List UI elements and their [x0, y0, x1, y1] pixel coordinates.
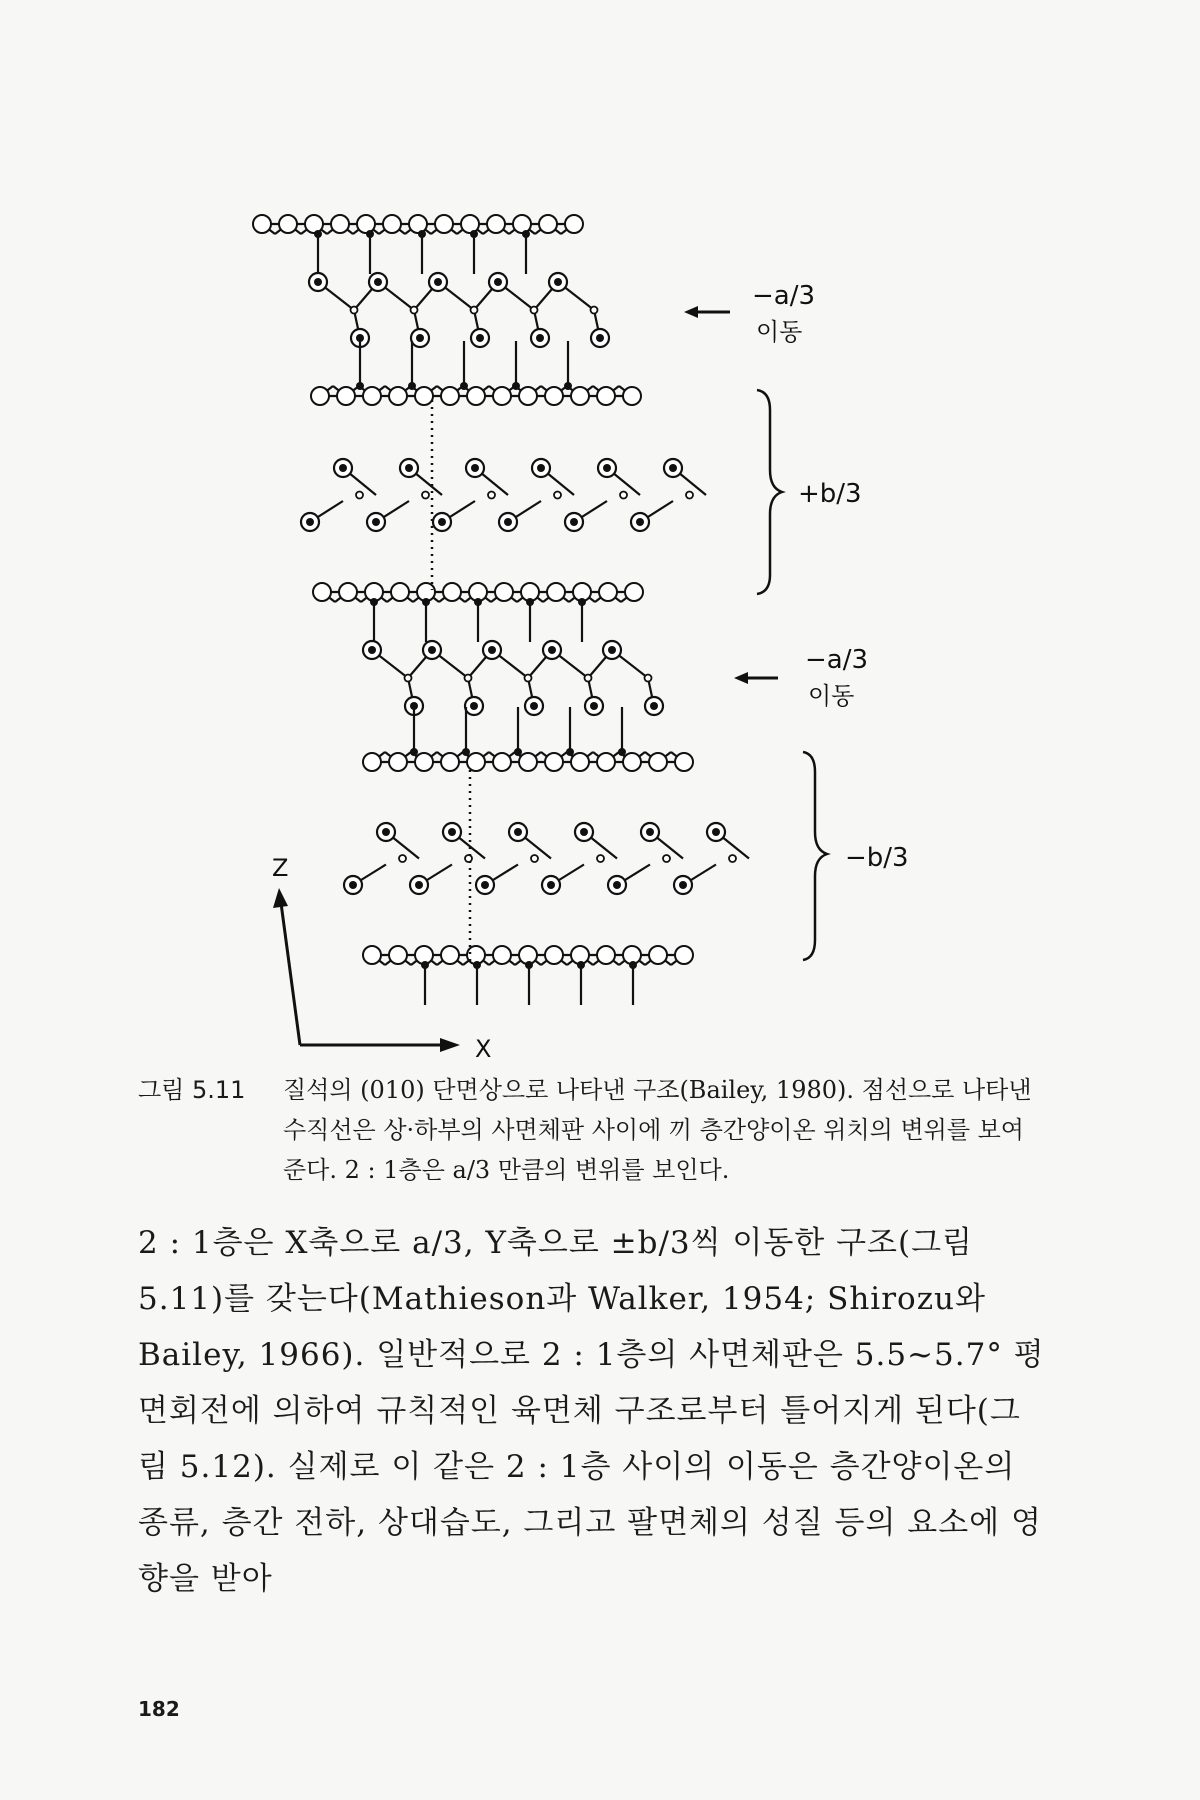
oxygen-atom: [415, 387, 433, 405]
oxygen-atom: [441, 753, 459, 771]
oxygen-atom: [467, 387, 485, 405]
hydroxyl-atom-core: [382, 828, 390, 836]
oxygen-atom: [467, 753, 485, 771]
label-lower-brace: −b/3: [845, 843, 909, 873]
hydroxyl-atom-core: [530, 702, 538, 710]
octahedral-cation: [591, 307, 598, 314]
tetrahedral-cation: [522, 230, 530, 238]
hydroxyl-atom-core: [488, 646, 496, 654]
oxygen-atom: [443, 583, 461, 601]
oxygen-atom: [625, 583, 643, 601]
hydroxyl-atom-core: [416, 334, 424, 342]
octahedral-cation: [351, 307, 358, 314]
hydroxyl-atom-core: [405, 464, 413, 472]
tetrahedral-cation: [462, 748, 470, 756]
hydroxyl-atom-core: [636, 518, 644, 526]
hydroxyl-atom-core: [349, 881, 357, 889]
tetrahedral-cation: [418, 230, 426, 238]
oxygen-atom: [493, 387, 511, 405]
label-upper-brace: +b/3: [798, 479, 862, 509]
tetrahedral-cation: [577, 961, 585, 969]
tetrahedral-cation: [470, 230, 478, 238]
oxygen-atom: [461, 215, 479, 233]
label-mid-shift: −a/3: [805, 645, 869, 675]
hydroxyl-atom-core: [471, 464, 479, 472]
octahedral-cation: [399, 855, 406, 862]
oxygen-atom: [495, 583, 513, 601]
octahedral-cation: [531, 855, 538, 862]
octahedral-cation: [531, 307, 538, 314]
hydroxyl-atom-core: [580, 828, 588, 836]
shift-arrow-top: [684, 306, 730, 318]
oxygen-atom: [597, 387, 615, 405]
brace-lower: [803, 752, 827, 960]
hydroxyl-atom-core: [613, 881, 621, 889]
oxygen-atom: [435, 215, 453, 233]
hydroxyl-atom-core: [514, 828, 522, 836]
label-mid-move: 이동: [808, 682, 855, 710]
hydroxyl-atom-core: [504, 518, 512, 526]
oxygen-atom: [363, 753, 381, 771]
tetrahedral-cation: [366, 230, 374, 238]
caption-text: 질석의 (010) 단면상으로 나타낸 구조(Bailey, 1980). 점선으로 나타낸 수직선은 상·하부의 사면체판 사이에 끼 층간양이온 위치의 변위를 보여준다. 2 : 1층은 a/3 만큼의 변위를 보인다.: [283, 1076, 1032, 1184]
tetrahedral-cation: [526, 598, 534, 606]
octahedral-cation: [422, 492, 429, 499]
hydroxyl-atom-core: [372, 518, 380, 526]
tetrahedral-cation: [512, 382, 520, 390]
label-top-shift: −a/3: [752, 281, 816, 311]
hydroxyl-atom-core: [570, 518, 578, 526]
octahedral-cation: [663, 855, 670, 862]
hydroxyl-atom-core: [314, 278, 322, 286]
tetrahedral-cation: [408, 382, 416, 390]
hydroxyl-atom-core: [679, 881, 687, 889]
axis-gizmo: [273, 888, 460, 1052]
oxygen-atom: [649, 753, 667, 771]
page-number: 182: [138, 1697, 180, 1721]
oxygen-atom: [415, 753, 433, 771]
hydroxyl-atom-core: [712, 828, 720, 836]
tetrahedral-cation: [314, 230, 322, 238]
shift-arrow-middle: [734, 672, 778, 684]
oxygen-atom: [571, 387, 589, 405]
hydroxyl-atom-core: [438, 518, 446, 526]
oxygen-atom: [253, 215, 271, 233]
octahedral-cation: [471, 307, 478, 314]
hydroxyl-atom-core: [537, 464, 545, 472]
hydroxyl-atom-core: [448, 828, 456, 836]
oxygen-atom: [493, 753, 511, 771]
oxygen-atom: [623, 753, 641, 771]
body-paragraph: 2 : 1층은 X축으로 a/3, Y축으로 ±b/3씩 이동한 구조(그림 5.11)를 갖는다(Mathieson과 Walker, 1954; Shirozu와 Bailey, 1966). 일반적으로 2 : 1층의 사면체판은 5.5~5.7° 평면회전에 의하여 규칙적인 육면체 구조로부터 틀어지게 된다(그림 5.12). 실제로 이 같은 2 : 1층 사이의 이동은 층간양이온의 종류, 층간 전하, 상대습도, 그리고 팔면체의 성질 등의 요소에 영향을 받아: [138, 1225, 1045, 1597]
body-text: [138, 1215, 1048, 1607]
hydroxyl-atom-core: [554, 278, 562, 286]
oxygen-atom: [313, 583, 331, 601]
tetrahedral-cation: [410, 748, 418, 756]
tetrahedral-cation: [629, 961, 637, 969]
tetrahedral-cation: [578, 598, 586, 606]
oxygen-atom: [487, 215, 505, 233]
hydroxyl-atom-core: [536, 334, 544, 342]
oxygen-atom: [389, 387, 407, 405]
tetrahedral-cation: [460, 382, 468, 390]
octahedral-cation: [411, 307, 418, 314]
axis-z-label: Z: [272, 854, 289, 882]
oxygen-atom: [649, 946, 667, 964]
brace-upper: [757, 390, 782, 594]
oxygen-atom: [599, 583, 617, 601]
tetrahedral-cation: [618, 748, 626, 756]
oxygen-atom: [493, 946, 511, 964]
oxygen-atom: [441, 946, 459, 964]
caption-label: 그림 5.11: [138, 1076, 246, 1104]
tetrahedral-cation: [566, 748, 574, 756]
octahedral-cation: [356, 492, 363, 499]
tetrahedral-cation: [514, 748, 522, 756]
octahedral-cation: [686, 492, 693, 499]
hydroxyl-atom-core: [603, 464, 611, 472]
oxygen-atom: [547, 583, 565, 601]
hydroxyl-atom-core: [596, 334, 604, 342]
hydroxyl-atom-core: [415, 881, 423, 889]
tetrahedral-cation: [564, 382, 572, 390]
octahedral-cation: [597, 855, 604, 862]
oxygen-atom: [571, 753, 589, 771]
hydroxyl-atom-core: [608, 646, 616, 654]
oxygen-atom: [539, 215, 557, 233]
hydroxyl-atom-core: [669, 464, 677, 472]
oxygen-atom: [545, 946, 563, 964]
hydroxyl-atom-core: [548, 646, 556, 654]
tetrahedral-cation: [422, 598, 430, 606]
octahedral-cation: [465, 855, 472, 862]
hydroxyl-atom-core: [368, 646, 376, 654]
oxygen-atom: [545, 387, 563, 405]
oxygen-atom: [441, 387, 459, 405]
hydroxyl-atom-core: [476, 334, 484, 342]
tetrahedral-cation: [370, 598, 378, 606]
hydroxyl-atom-core: [428, 646, 436, 654]
label-top-move: 이동: [756, 318, 803, 346]
octahedral-cation: [465, 675, 472, 682]
oxygen-atom: [305, 215, 323, 233]
oxygen-atom: [623, 387, 641, 405]
oxygen-atom: [409, 215, 427, 233]
octahedral-cation: [729, 855, 736, 862]
oxygen-atom: [279, 215, 297, 233]
oxygen-atom: [339, 583, 357, 601]
hydroxyl-atom-core: [481, 881, 489, 889]
oxygen-atom: [513, 215, 531, 233]
hydroxyl-atom-core: [646, 828, 654, 836]
octahedral-cation: [585, 675, 592, 682]
oxygen-atom: [363, 946, 381, 964]
octahedral-cation: [620, 492, 627, 499]
oxygen-atom: [391, 583, 409, 601]
tetrahedral-cation: [525, 961, 533, 969]
oxygen-atom: [597, 753, 615, 771]
hydroxyl-atom-core: [547, 881, 555, 889]
oxygen-atom: [357, 215, 375, 233]
oxygen-atom: [675, 753, 693, 771]
hydroxyl-atom-core: [356, 334, 364, 342]
hydroxyl-atom-core: [434, 278, 442, 286]
oxygen-atom: [675, 946, 693, 964]
hydroxyl-atom-core: [374, 278, 382, 286]
octahedral-cation: [488, 492, 495, 499]
oxygen-atom: [545, 753, 563, 771]
axis-x-label: X: [475, 1035, 492, 1060]
octahedral-cation: [645, 675, 652, 682]
oxygen-atom: [337, 387, 355, 405]
octahedral-cation: [525, 675, 532, 682]
tetrahedral-cation: [421, 961, 429, 969]
oxygen-atom: [383, 215, 401, 233]
octahedral-cation: [554, 492, 561, 499]
oxygen-atom: [311, 387, 329, 405]
hydroxyl-atom-core: [590, 702, 598, 710]
tetrahedral-cation: [356, 382, 364, 390]
oxygen-atom: [565, 215, 583, 233]
octahedral-cation: [405, 675, 412, 682]
hydroxyl-atom-core: [306, 518, 314, 526]
oxygen-atom: [519, 753, 537, 771]
oxygen-atom: [389, 753, 407, 771]
hydroxyl-atom-core: [650, 702, 658, 710]
oxygen-atom: [389, 946, 407, 964]
tetrahedral-cation: [474, 598, 482, 606]
hydroxyl-atom-core: [494, 278, 502, 286]
oxygen-atom: [597, 946, 615, 964]
oxygen-atom: [519, 387, 537, 405]
oxygen-atom: [331, 215, 349, 233]
hydroxyl-atom-core: [470, 702, 478, 710]
oxygen-atom: [363, 387, 381, 405]
layer-structure-drawing: [253, 215, 749, 1005]
hydroxyl-atom-core: [339, 464, 347, 472]
figure-caption: [138, 1070, 1038, 1190]
tetrahedral-cation: [473, 961, 481, 969]
